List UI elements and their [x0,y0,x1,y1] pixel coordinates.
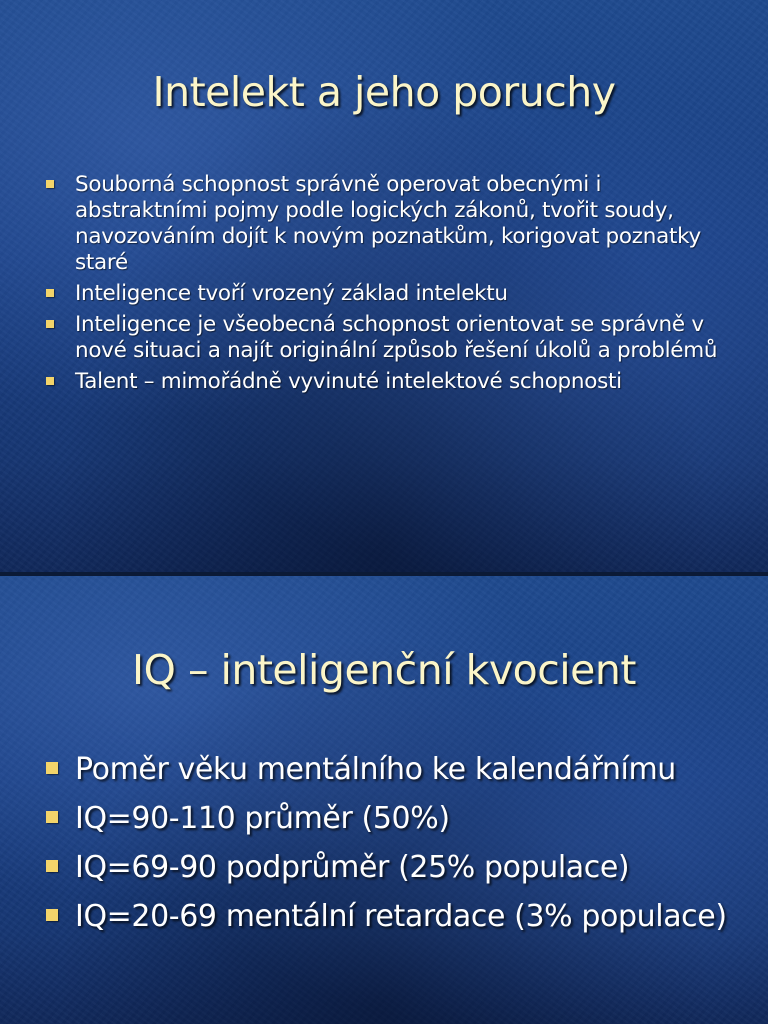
bullet-text: IQ=69-90 podprůměr (25% populace) [75,850,630,885]
list-item [46,172,736,276]
list-item [46,369,736,395]
list-item [46,281,736,307]
list-item [46,312,736,364]
list-item [46,897,746,937]
square-bullet-icon [46,377,54,385]
list-item [46,750,746,790]
bullet-text: IQ=90-110 průměr (50%) [75,801,450,836]
square-bullet-icon [46,909,58,921]
slide-divider [0,572,768,576]
slide-title: Intelekt a jeho poruchy [152,68,616,116]
square-bullet-icon [46,289,54,297]
bullet-text: Inteligence tvoří vrozený základ intelektu [75,281,508,306]
bullet-list [46,172,736,400]
bullet-text: Souborná schopnost správně operovat obecnými i abstraktními pojmy podle logických zákonů, tvořit soudy, navozováním dojít k novým poznatkům, korigovat poznatky staré [75,172,701,275]
square-bullet-icon [46,762,58,774]
bullet-text: IQ=20-69 mentální retardace (3% populace) [75,899,727,934]
bullet-text: Poměr věku mentálního ke kalendářnímu [75,752,676,787]
slide-iq [0,574,768,1024]
list-item [46,848,746,888]
list-item [46,799,746,839]
bullet-text: Inteligence je všeobecná schopnost orientovat se správně v nové situaci a najít originální způsob řešení úkolů a problémů [75,312,718,363]
bullet-text: Talent – mimořádně vyvinuté intelektové schopnosti [75,369,622,394]
bullet-list [46,750,746,946]
square-bullet-icon [46,180,54,188]
slide-title: IQ – inteligenční kvocient [132,646,636,694]
square-bullet-icon [46,811,58,823]
square-bullet-icon [46,860,58,872]
square-bullet-icon [46,320,54,328]
